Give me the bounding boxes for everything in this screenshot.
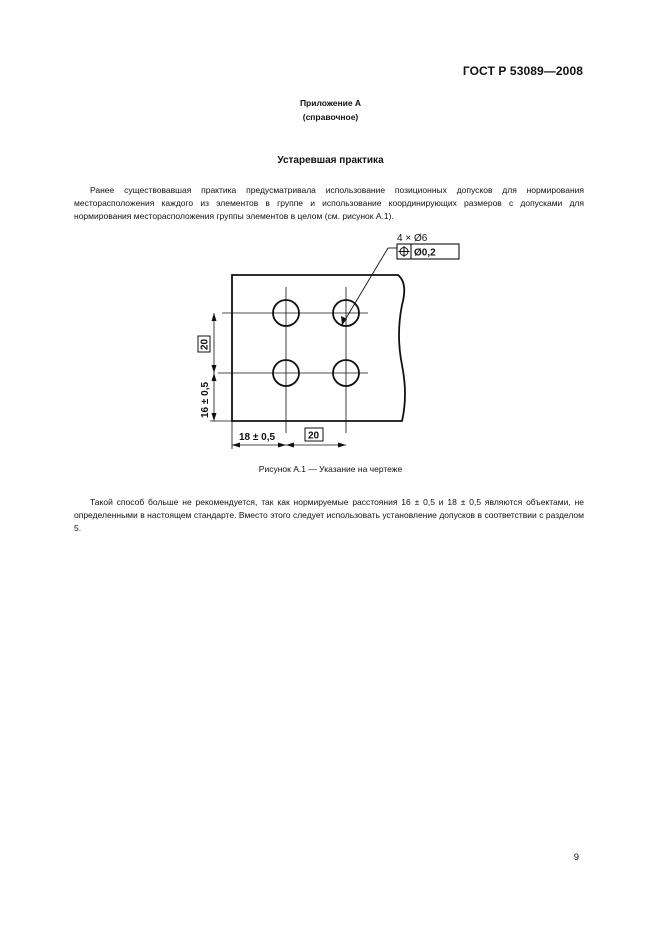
figure-caption: Рисунок А.1 — Указание на чертеже [258, 464, 403, 474]
vertical-basic-dimension: 20 [199, 338, 211, 350]
horizontal-tolerance-dimension: 18 ± 0,5 [239, 432, 276, 443]
horizontal-basic-dimension: 20 [308, 430, 320, 442]
tolerance-value: Ø0,2 [414, 247, 436, 259]
position-symbol [399, 246, 410, 257]
intro-paragraph: Ранее существовавшая практика предусматривала использование позиционных допусков для нормирования месторасположения каждого из элементов в группе и использование координирующих размеров с допусками для нормирования месторасположения группы элементов в целом (см. рисунок А.1). [74, 185, 584, 221]
page-number: 9 [573, 852, 579, 863]
part-outline [232, 275, 405, 421]
vertical-tolerance-dimension: 16 ± 0,5 [200, 381, 211, 418]
hole-callout: 4 × Ø6 [397, 233, 428, 244]
appendix-status: (справочное) [302, 112, 359, 122]
appendix-heading [0, 96, 661, 124]
standard-number: ГОСТ Р 53089—2008 [462, 64, 583, 78]
technical-drawing [190, 225, 470, 455]
section-title: Устаревшая практика [277, 155, 384, 166]
leader-line [342, 248, 388, 325]
appendix-title: Приложение А [299, 98, 362, 108]
conclusion-paragraph: Такой способ больше не рекомендуется, так как нормируемые расстояния 16 ± 0,5 и 18 ± 0,5 являются объектами, не определенными в настоящем стандарте. Вместо этого следует использовать установление допусков в соответствии с разделом 5. [74, 497, 584, 533]
